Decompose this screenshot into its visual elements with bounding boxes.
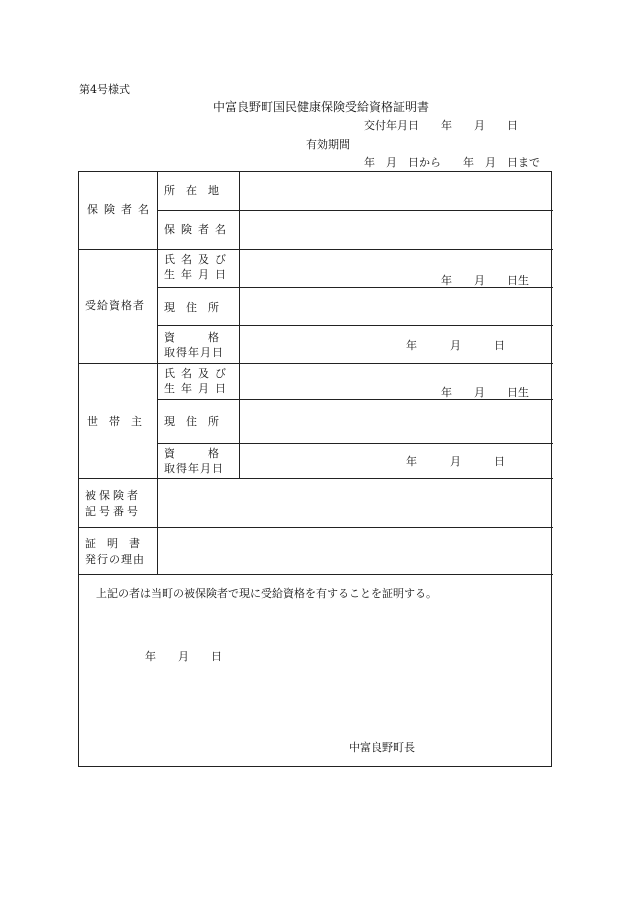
insurer-name-label: 保険者名 <box>164 223 232 236</box>
recipient-qualification-date: 年 月 日 <box>406 339 505 352</box>
certification-date: 年 月 日 <box>145 650 222 663</box>
insurer-group-label: 保険者名 <box>87 203 155 216</box>
row-divider <box>157 399 553 400</box>
recipient-address-label: 現 住 所 <box>164 301 219 314</box>
row-divider <box>79 527 553 528</box>
recipient-name-birth-label: 生年月日 <box>164 268 232 281</box>
issuance-reason-label: 証 明 書 <box>85 537 140 550</box>
recipient-birth-date: 年 月 日生 <box>441 274 529 287</box>
row-divider <box>79 478 553 479</box>
recipient-qualification-label: 取得年月日 <box>164 346 224 359</box>
row-divider <box>157 210 553 211</box>
householder-group-label: 世 帯 主 <box>87 415 142 428</box>
householder-birth-date: 年 月 日生 <box>441 386 529 399</box>
insurer-name-field[interactable] <box>249 222 545 240</box>
validity-label: 有効期間 <box>306 138 350 151</box>
householder-qualification-label: 取得年月日 <box>164 462 224 475</box>
issue-date-label: 交付年月日 年 月 日 <box>364 119 518 132</box>
row-divider <box>79 574 553 575</box>
page-title: 中富良野町国民健康保険受給資格証明書 <box>213 100 430 114</box>
column-divider <box>239 172 240 478</box>
householder-qualification-label: 資 格 <box>164 447 219 460</box>
row-divider <box>157 287 553 288</box>
householder-name-birth-label: 生年月日 <box>164 382 232 395</box>
certificate-form-table <box>78 171 552 767</box>
row-divider <box>157 443 553 444</box>
insured-number-label: 記号番号 <box>85 505 141 518</box>
issuer-name: 中富良野町長 <box>349 741 415 754</box>
validity-range: 年 月 日から 年 月 日まで <box>364 156 540 169</box>
householder-name-birth-label: 氏名及び <box>164 367 232 380</box>
insured-number-label: 被保険者 <box>85 489 141 502</box>
row-divider <box>79 363 553 364</box>
insurer-location-label: 所 在 地 <box>164 184 219 197</box>
row-divider <box>79 249 553 250</box>
householder-qualification-date: 年 月 日 <box>406 455 505 468</box>
householder-address-label: 現 住 所 <box>164 415 219 428</box>
column-divider <box>157 172 158 574</box>
recipient-name-birth-label: 氏名及び <box>164 253 232 266</box>
row-divider <box>157 325 553 326</box>
recipient-group-label: 受給資格者 <box>85 299 145 312</box>
insurer-location-field[interactable] <box>249 185 545 203</box>
certification-statement: 上記の者は当町の被保険者で現に受給資格を有することを証明する。 <box>96 587 437 600</box>
issuance-reason-label: 発行の理由 <box>85 553 145 566</box>
recipient-qualification-label: 資 格 <box>164 331 219 344</box>
form-number: 第4号様式 <box>79 83 130 96</box>
